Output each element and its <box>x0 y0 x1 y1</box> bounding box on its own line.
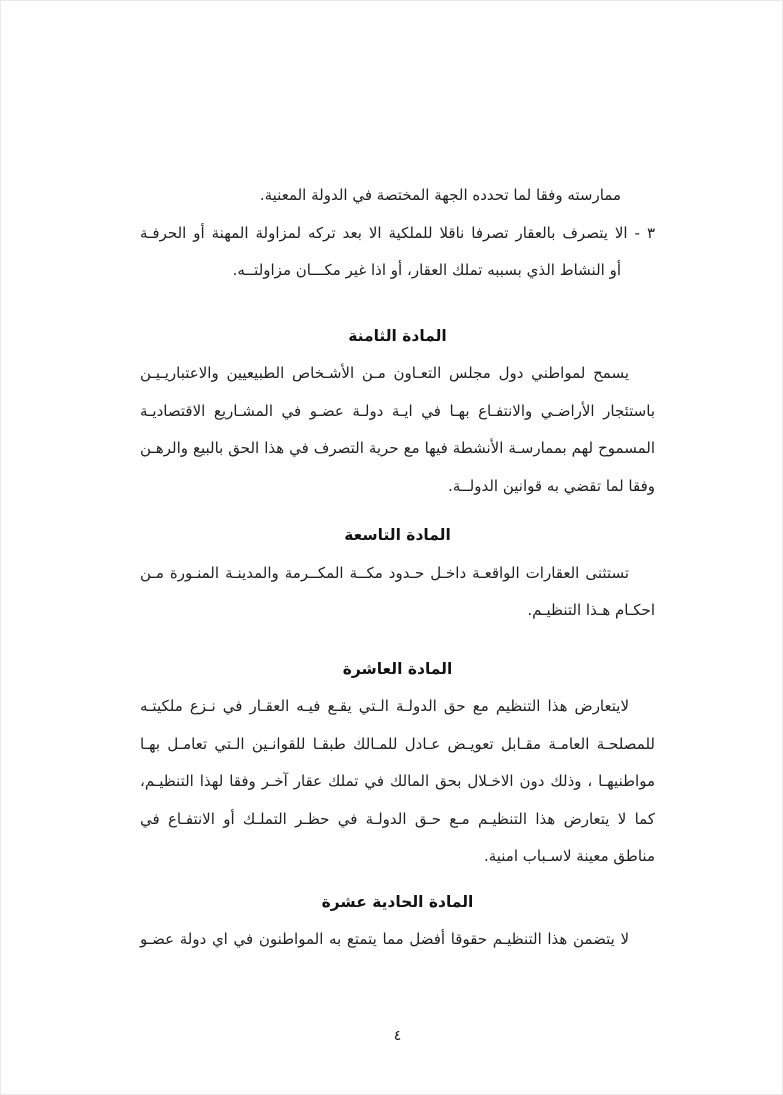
article-11-line-1: لا يتضمن هذا التنظيـم حقوقا أفضل مما يتمتع به المواطنون في اي دولة عضـو <box>140 930 629 948</box>
article-8-title: المادة الثامنة <box>348 326 447 345</box>
numbered-item-3-line-1: ٣ - الا يتصرف بالعقار تصرفا ناقلا للملكية الا بعد تركه لمزاولة المهنة أو الحرفـة <box>140 223 655 242</box>
article-9-line-1: تستثنى العقارات الواقعـة داخـل حـدود مكــة المكــرمة والمدينـة المنـورة مـن <box>140 563 629 582</box>
article-10-title: المادة العاشرة <box>342 659 453 678</box>
article-10-line-1: لايتعارض هذا التنظيم مع حق الدولـة الـتي يقـع فيـه العقـار في نـزع ملكيتـه <box>140 697 629 715</box>
article-9 <box>140 517 655 630</box>
article-9-line-2: احكـام هـذا التنظيـم. <box>527 601 655 619</box>
article-11 <box>140 884 655 959</box>
article-10-line-3: مواطنيهـا ، وذلك دون الاخـلال بحق المالك في تملك عقار آخـر وفقا لهذا التنظيـم، <box>140 772 655 790</box>
article-10-line-4: كما لا يتعارض هذا التنظيـم مـع حـق الدولـة في حظـر التملـك أو الانتفـاع في <box>140 809 655 828</box>
article-10-line-5: مناطق معينة لاسـباب امنية. <box>483 847 655 865</box>
article-10 <box>140 651 655 876</box>
page-content <box>140 177 655 959</box>
paragraph-continuation-line: ممارسته وفقا لما تحدده الجهة المختصة في الدولة المعنية. <box>259 186 621 204</box>
article-11-title: المادة الحادية عشرة <box>321 892 474 911</box>
article-8-line-4: وفقا لما تقضي به قوانين الدولــة. <box>448 476 655 495</box>
article-10-line-2: للمصلحـة العامـة مقـابل تعويـض عـادل للمـالك طبقـا للقوانـين الـتي تعامـل بهـا <box>140 734 655 753</box>
numbered-item-3 <box>140 215 655 290</box>
article-8-line-1: يسمح لمواطني دول مجلس التعـاون مـن الأشـخاص الطبيعيين والاعتباريـيـن <box>140 364 629 382</box>
article-8 <box>140 318 655 506</box>
page-number: ٤ <box>393 1028 402 1044</box>
article-9-title: المادة التاسعة <box>344 526 451 544</box>
numbered-item-3-line-2: أو النشاط الذي بسببه تملك العقار، أو اذا غير مكـــان مزاولتــه. <box>232 261 621 279</box>
article-8-line-2: باستئجار الأراضـي والانتفـاع بهـا في ايـة دولـة عضـو في المشـاريع الاقتصاديـة <box>140 401 655 420</box>
article-8-line-3: المسموح لهم بممارسـة الأنشطة فيها مع حرية التصرف في هذا الحق بالبيع والرهـن <box>140 439 655 457</box>
